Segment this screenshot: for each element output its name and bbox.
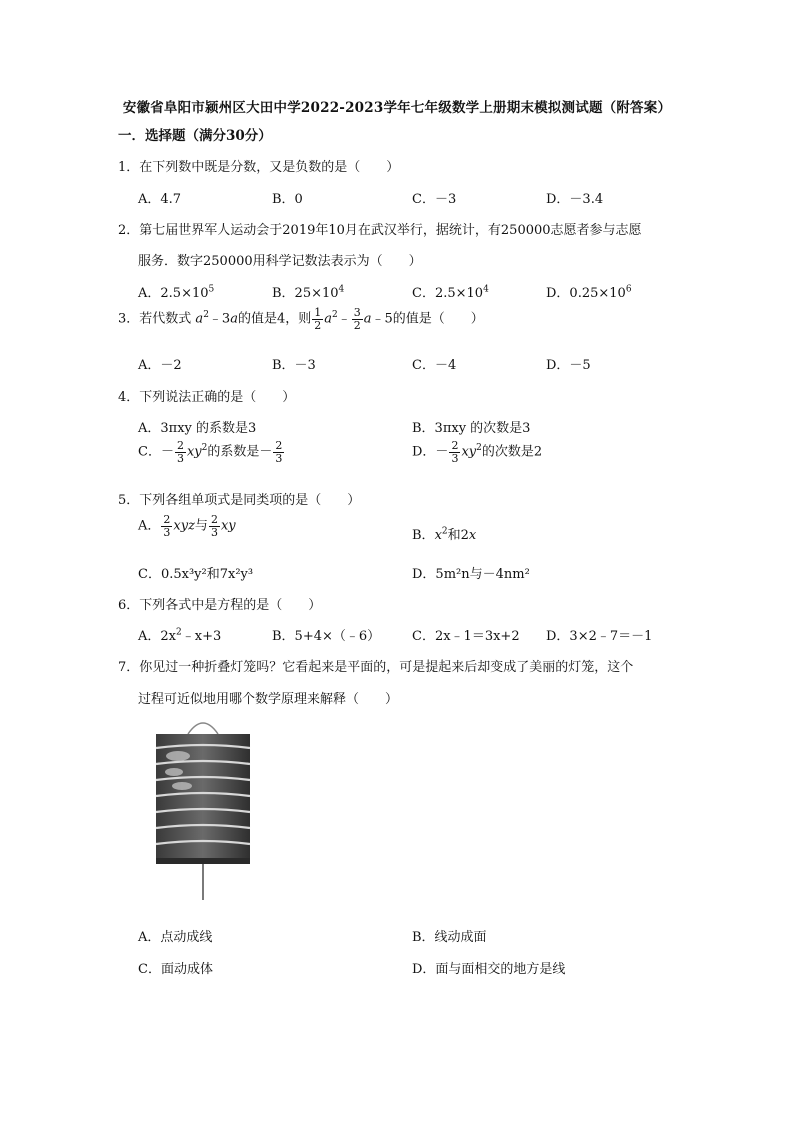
- question-2-stem-line1: 2．第七届世界军人运动会于2019年10月在武汉举行，据统计，有250000志愿者参与志愿: [118, 223, 642, 238]
- q6-option-d: D．3×2﹣7＝－1: [546, 629, 653, 644]
- q2-option-d: D．$0.25\times 10^6$: [546, 284, 632, 301]
- q7-option-c: C．面动成体: [138, 962, 213, 977]
- q3-option-c: C．－4: [412, 358, 457, 373]
- q1-option-d: D．－3.4: [546, 192, 604, 207]
- q1-option-a: A．4.7: [138, 192, 182, 207]
- q7-option-d: D．面与面相交的地方是线: [412, 962, 566, 977]
- fraction-three-halves: $\frac{3}{2}$: [353, 306, 361, 332]
- question-2-stem-line2: 服务．数字250000用科学记数法表示为（ ）: [138, 254, 422, 269]
- q2-option-b: B．$25\times 10^4$: [272, 284, 345, 301]
- q4-option-d: D．－ $\frac{2}{3}$ $xy^2$的次数是2: [412, 439, 543, 465]
- q3-option-a: A．－2: [138, 358, 182, 373]
- q4-option-c: C．－ $\frac{2}{3}$ $xy^2$的系数是－ $\frac{2}{3}$: [138, 439, 283, 465]
- q5-option-b: B．$x^2$和2x: [412, 526, 477, 543]
- q2-option-a: A．$2.5\times 10^5$: [138, 284, 215, 301]
- question-7-stem-line2: 过程可近似地用哪个数学原理来解释（ ）: [138, 692, 399, 707]
- question-4-stem: 4．下列说法正确的是（ ）: [118, 390, 296, 405]
- q3-option-b: B．－3: [272, 358, 316, 373]
- q4-option-b: B．3πxy 的次数是3: [412, 421, 531, 436]
- q2-option-c: C．$2.5\times 10^4$: [412, 284, 489, 301]
- q6-option-a: A．$2x^2﹣x+3$: [138, 627, 222, 644]
- folding-lantern-image: [148, 712, 258, 902]
- q6-option-c: C．2x﹣1＝3x+2: [412, 629, 520, 644]
- section-heading: 一．选择题（满分30分）: [118, 128, 272, 144]
- question-6-stem: 6．下列各式中是方程的是（ ）: [118, 598, 322, 613]
- q4-option-a: A．3πxy 的系数是3: [138, 421, 257, 436]
- q5-option-d: D．5m²n与－4nm²: [412, 567, 530, 582]
- fraction-one-half: $\frac{1}{2}$: [314, 306, 322, 332]
- q1-option-c: C．－3: [412, 192, 457, 207]
- q5-option-a: A． $\frac{2}{3}$ xyz与 $\frac{2}{3}$ xy: [138, 513, 236, 539]
- exam-title: 安徽省阜阳市颍州区大田中学2022-2023学年七年级数学上册期末模拟测试题（附答案）: [122, 100, 672, 116]
- q7-option-b: B．线动成面: [412, 930, 487, 945]
- question-7-stem-line1: 7．你见过一种折叠灯笼吗？它看起来是平面的，可是提起来后却变成了美丽的灯笼，这个: [118, 660, 634, 675]
- lantern-handle: [188, 723, 218, 734]
- q3-option-d: D．－5: [546, 358, 591, 373]
- question-3-stem: 3．若代数式 $a^2﹣3a$的值是4，则 $\frac{1}{2}$ $a^2﹣$ $\frac{3}{2}$ a﹣5的值是（ ）: [118, 306, 484, 332]
- q5-option-c: C．0.5x³y²和7x²y³: [138, 567, 254, 582]
- question-5-stem: 5．下列各组单项式是同类项的是（ ）: [118, 493, 361, 508]
- q7-option-a: A．点动成线: [138, 930, 213, 945]
- q6-option-b: B．5+4×（﹣6）: [272, 629, 381, 644]
- q1-option-b: B．0: [272, 192, 303, 207]
- question-1-stem: 1．在下列数中既是分数，又是负数的是（ ）: [118, 160, 400, 175]
